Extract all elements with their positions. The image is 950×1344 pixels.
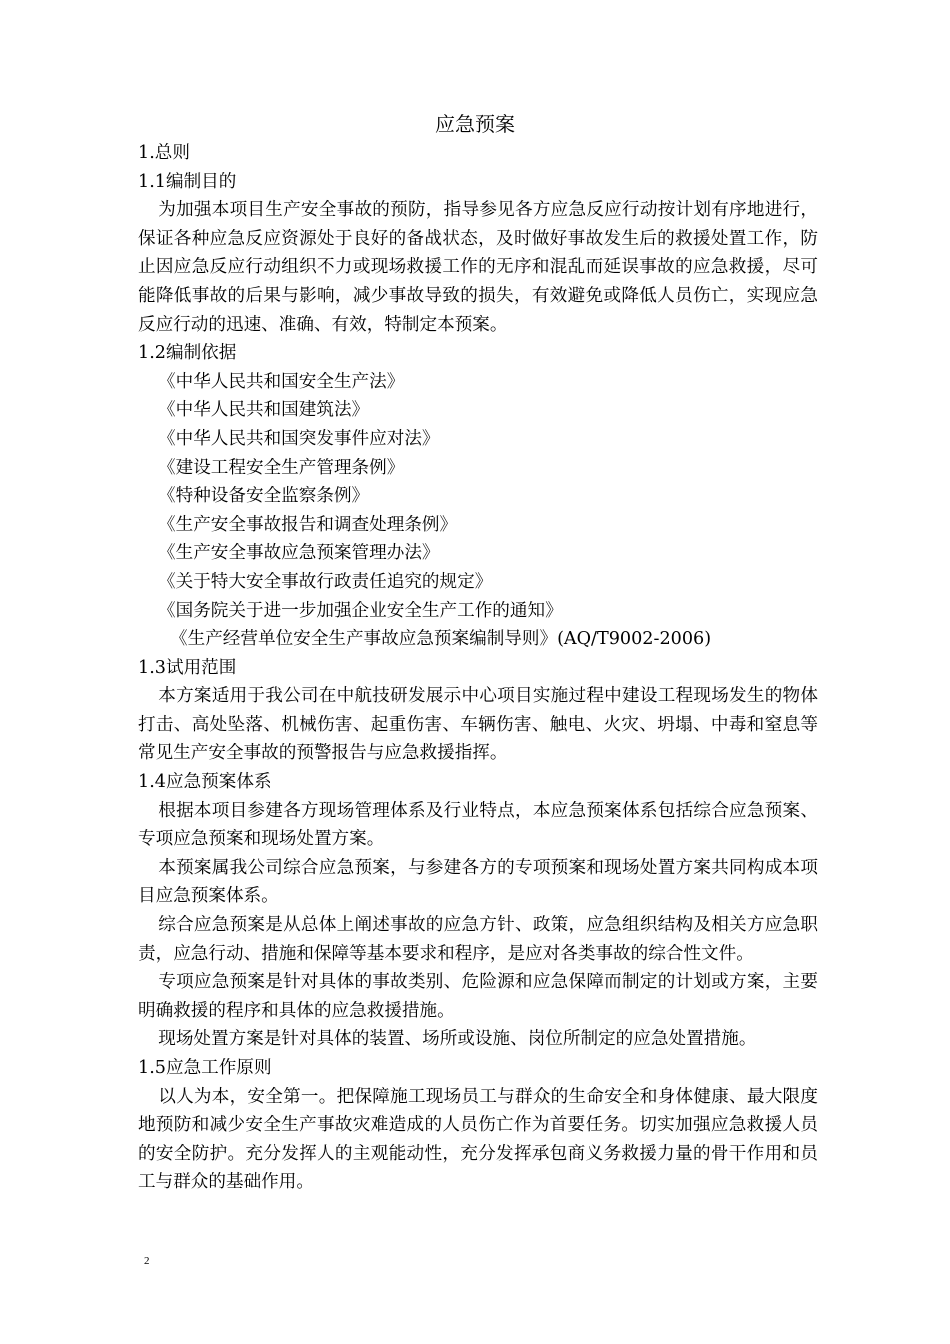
document-title: 应急预案: [435, 112, 515, 136]
paragraph-purpose: 为加强本项目生产安全事故的预防，指导参见各方应急反应行动按计划有序地进行，保证各种应急反应资源处于良好的备战状态，及时做好事故发生后的救援处置工作，防止因应急反应行动组织不力或现场救援工作的无序和混乱而延误事故的应急救援，尽可能降低事故的后果与影响，减少事故导致的损失，有效避免或降低人员伤亡，实现应急反应行动的迅速、准确、有效，特制定本预案。: [138, 200, 818, 335]
paragraph-scope: 本方案适用于我公司在中航技研发展示中心项目实施过程中建设工程现场发生的物体打击、高处坠落、机械伤害、起重伤害、车辆伤害、触电、火灾、坍塌、中毒和窒息等常见生产安全事故的预警报告与应急救援指挥。: [138, 686, 818, 764]
heading-basis: 1.2编制依据: [138, 343, 237, 364]
law-item: 《建设工程安全生产管理条例》: [158, 457, 405, 478]
law-item: 《关于特大安全事故行政责任追究的规定》: [158, 571, 493, 592]
paragraph-plan-system-1: 根据本项目参建各方现场管理体系及行业特点，本应急预案体系包括综合应急预案、专项应急预案和现场处置方案。: [138, 800, 818, 850]
law-item: 《中华人民共和国突发事件应对法》: [158, 428, 440, 449]
document-body: [138, 139, 818, 1197]
heading-plan-system: 1.4应急预案体系: [138, 772, 272, 793]
paragraph-principles: 以人为本，安全第一。把保障施工现场员工与群众的生命安全和身体健康、最大限度地预防和减少安全生产事故灾难造成的人员伤亡作为首要任务。切实加强应急救援人员的安全防护。充分发挥人的主观能动性，充分发挥承包商义务救援力量的骨干作用和员工与群众的基础作用。: [138, 1086, 818, 1193]
law-item: 《中华人民共和国建筑法》: [158, 400, 370, 421]
heading-scope: 1.3试用范围: [138, 657, 237, 678]
law-item: 《特种设备安全监察条例》: [158, 486, 370, 507]
paragraph-plan-system-4: 专项应急预案是针对具体的事故类别、危险源和应急保障而制定的计划或方案，主要明确救援的程序和具体的应急救援措施。: [138, 972, 818, 1021]
law-item: 《生产经营单位安全生产事故应急预案编制导则》(AQ/T9002-2006): [170, 629, 712, 650]
heading-general: 1.总则: [138, 143, 190, 163]
paragraph-plan-system-3: 综合应急预案是从总体上阐述事故的应急方针、政策，应急组织结构及相关方应急职责，应急行动、措施和保障等基本要求和程序，是应对各类事故的综合性文件。: [138, 915, 818, 964]
paragraph-plan-system-5: 现场处置方案是针对具体的装置、场所或设施、岗位所制定的应急处置措施。: [158, 1029, 757, 1050]
heading-principles: 1.5应急工作原则: [138, 1058, 272, 1078]
paragraph-plan-system-2: 本预案属我公司综合应急预案，与参建各方的专项预案和现场处置方案共同构成本项目应急预案体系。: [138, 857, 818, 907]
law-item: 《生产安全事故报告和调查处理条例》: [158, 514, 458, 535]
law-item: 《生产安全事故应急预案管理办法》: [158, 543, 440, 564]
law-item: 《国务院关于进一步加强企业安全生产工作的通知》: [158, 600, 563, 621]
page-number: 2: [144, 1255, 150, 1267]
heading-purpose: 1.1编制目的: [138, 171, 237, 192]
law-item: 《中华人民共和国安全生产法》: [158, 371, 405, 392]
